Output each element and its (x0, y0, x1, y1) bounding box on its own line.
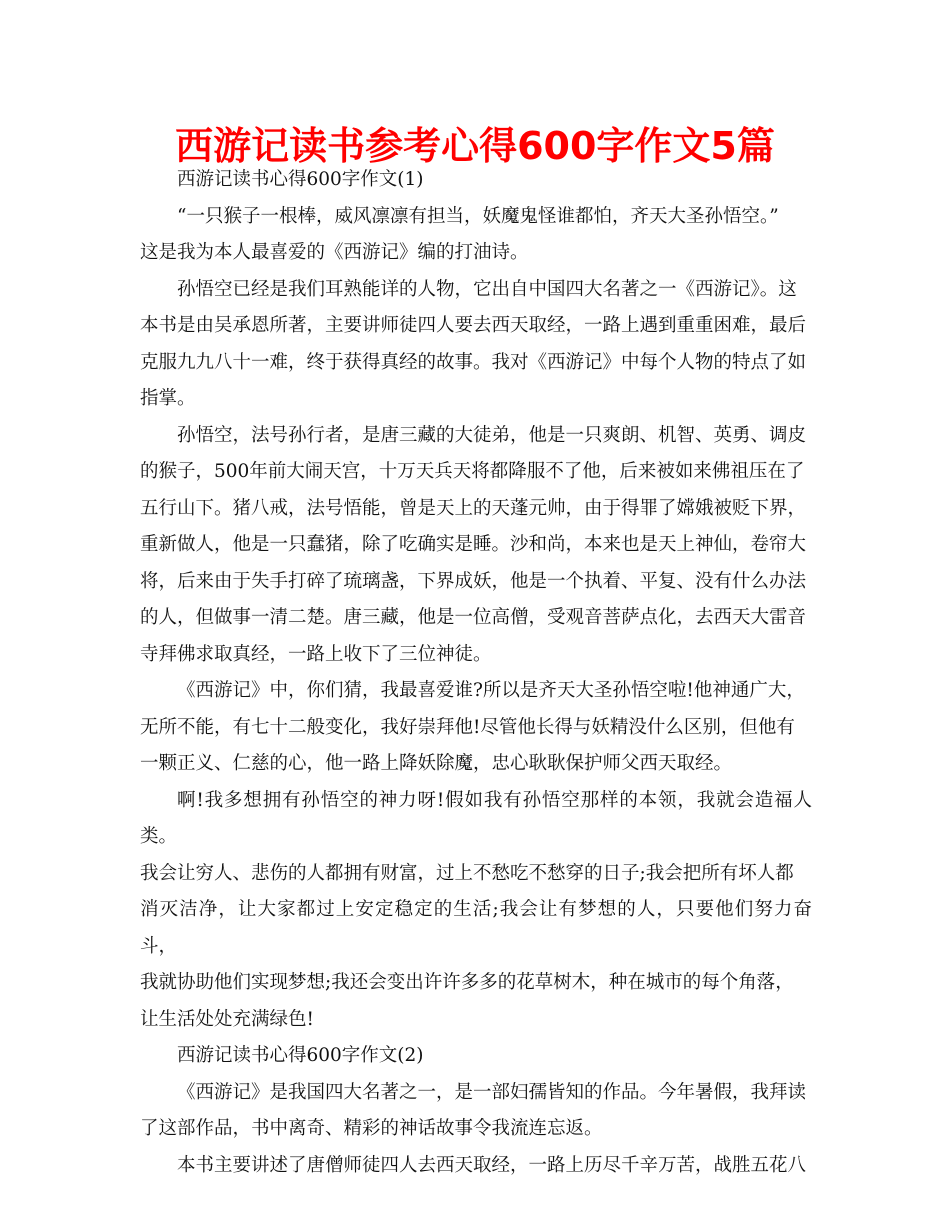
paragraph-summary: 本书主要讲述了唐僧师徒四人去西天取经，一路上历尽千辛万苦，战胜五花八 (177, 1154, 807, 1176)
section-heading-2: 西游记读书心得600字作文(2) (177, 1045, 424, 1066)
paragraph-favorite: 《西游记》中，你们猜，我最喜爱谁?所以是齐天大圣孙悟空啦!他神通广大， 无所不能，有七十二般变化，我好崇拜他!尽管他长得与妖精没什么区别，但他有 一颗正义、仁慈的心，他一路上降妖除魔，忠心耿耿保护师父西天取经。 (140, 680, 805, 774)
paragraph-summer-reading: 《西游记》是我国四大名著之一，是一部妇孺皆知的作品。今年暑假，我拜读 了这部作品，书中离奇、精彩的神话故事令我流连忘返。 (140, 1081, 807, 1139)
document-title: 西游记读书参考心得600字作文5篇 (175, 124, 775, 168)
paragraph-characters: 孙悟空，法号孙行者，是唐三藏的大徒弟，他是一只爽朗、机智、英勇、调皮 的猴子，500年前大闹天宫，十万天兵天将都降服不了他，后来被如来佛祖压在了 五行山下。猪八戒，法号悟能，曾是天上的天蓬元帅，由于得罪了嫦娥被贬下界， 重新做人，他是一只蠢猪，除了吃确实是睡。沙和尚，本来也是天上神仙，卷帘大 将，后来由于失手打碎了琉璃盏，下界成妖，他是一个执着、平复、没有什么办法 的人，但做事一清二楚。唐三藏，他是一位高僧，受观音菩萨点化，去西天大雷音 寺拜佛求取真经，一路上收下了三位神徒。 (140, 424, 807, 665)
document-body (140, 162, 812, 1184)
paragraph-doggerel: “一只猴子一根棒，威风凛凛有担当，妖魔鬼怪谁都怕，齐天大圣孙悟空。” 这是我为本人最喜爱的《西游记》编的打油诗。 (140, 205, 779, 263)
section-heading-1: 西游记读书心得600字作文(1) (177, 169, 424, 190)
paragraph-intro: 孙悟空已经是我们耳熟能详的人物，它出自中国四大名著之一《西游记》。这 本书是由吴承恩所著，主要讲师徒四人要去西天取经，一路上遇到重重困难，最后 克服九九八十一难，终于获得真经的故事。我对《西游记》中每个人物的特点了如 指掌。 (140, 278, 807, 409)
paragraph-wish: 啊!我多想拥有孙悟空的神力呀!假如我有孙悟空那样的本领，我就会造福人类。 我会让穷人、悲伤的人都拥有财富，过上不愁吃不愁穿的日子;我会把所有坏人都 消灭洁净，让大家都过上安定稳定的生活;我会让有梦想的人，只要他们努力奋斗， 我就协助他们实现梦想;我还会变出许许多多的花草树木，种在城市的每个角落， 让生活处处充满绿色! (140, 789, 812, 1030)
